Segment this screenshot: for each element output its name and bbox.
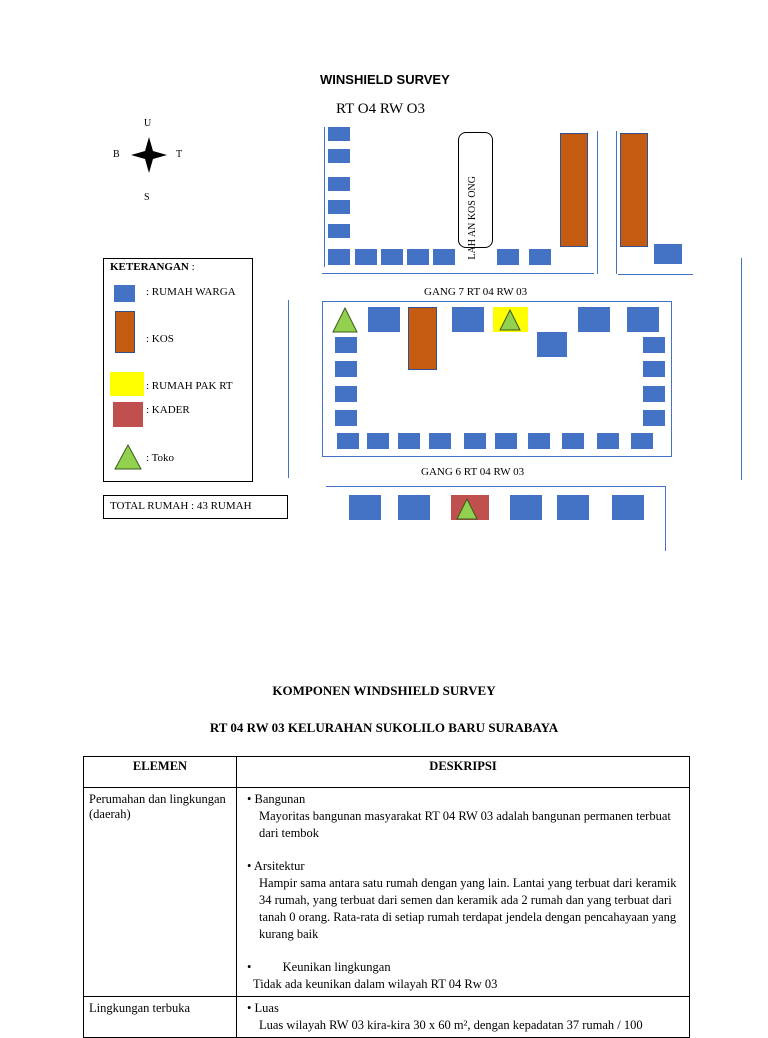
gang6-label: GANG 6 RT 04 RW 03 xyxy=(421,466,525,478)
house-warga xyxy=(528,433,550,449)
house-warga xyxy=(328,249,350,265)
road-line xyxy=(324,127,325,267)
compass-south-label: S xyxy=(144,192,150,203)
house-warga xyxy=(495,433,517,449)
road-line xyxy=(671,301,672,456)
kos-block xyxy=(408,307,437,370)
compass-west-label: B xyxy=(113,149,120,160)
house-warga xyxy=(578,307,610,332)
table-header-row xyxy=(84,757,690,788)
road-line xyxy=(597,131,598,274)
legend-kader: : KADER xyxy=(146,404,190,416)
bullet-title: Arsitektur xyxy=(253,859,305,873)
house-warga xyxy=(328,127,350,141)
house-warga xyxy=(335,361,357,377)
house-warga xyxy=(654,244,682,264)
section-subheading: RT 04 RW 03 KELURAHAN SUKOLILO BARU SURABAYA xyxy=(209,720,559,735)
bullet-text: Luas wilayah RW 03 kira-kira 30 x 60 m², dengan kepadatan 37 rumah / 100 xyxy=(259,1018,643,1032)
house-warga xyxy=(398,495,430,520)
house-warga xyxy=(328,177,350,191)
road-line xyxy=(326,486,666,487)
vacant-lot-label: LAH AN KOS ONG xyxy=(467,176,478,260)
house-warga xyxy=(368,307,400,332)
house-warga xyxy=(631,433,653,449)
house-warga xyxy=(497,249,519,265)
legend-title-suffix: : xyxy=(188,261,195,273)
legend-swatch-kader xyxy=(113,402,143,427)
road-line xyxy=(616,131,617,274)
house-warga xyxy=(349,495,381,520)
road-line xyxy=(322,301,672,302)
toko-icon xyxy=(499,309,521,331)
bullet-title: Keunikan lingkungan xyxy=(282,960,391,974)
house-warga xyxy=(335,410,357,426)
house-warga xyxy=(429,433,451,449)
road-line xyxy=(618,274,693,275)
gang7-label: GANG 7 RT 04 RW 03 xyxy=(424,286,528,298)
legend-swatch-pak-rt xyxy=(110,372,144,396)
house-warga xyxy=(529,249,551,265)
total-rumah: TOTAL RUMAH : 43 RUMAH xyxy=(103,495,288,519)
legend-kos: : KOS xyxy=(146,333,174,345)
legend-title xyxy=(110,261,195,273)
house-warga xyxy=(557,495,589,520)
section-heading: KOMPONEN WINDSHIELD SURVEY xyxy=(272,683,496,698)
house-warga xyxy=(643,361,665,377)
bullet-item: • Bangunan xyxy=(247,792,306,806)
survey-table xyxy=(83,756,690,1038)
road-line xyxy=(322,273,594,274)
map-title: WINSHIELD SURVEY xyxy=(320,72,450,87)
house-warga xyxy=(328,149,350,163)
road-line xyxy=(741,258,742,480)
house-warga xyxy=(407,249,429,265)
house-warga xyxy=(328,224,350,238)
house-warga xyxy=(367,433,389,449)
house-warga xyxy=(355,249,377,265)
house-warga xyxy=(464,433,486,449)
house-warga xyxy=(335,337,357,353)
header-elemen: ELEMEN xyxy=(84,757,237,788)
legend-rumah-warga: : RUMAH WARGA xyxy=(146,286,236,298)
bullet-title: Luas xyxy=(254,1001,279,1015)
bullet-item: • Luas xyxy=(247,1001,279,1015)
house-warga xyxy=(597,433,619,449)
house-warga xyxy=(328,200,350,214)
house-warga xyxy=(452,307,484,332)
compass-north-label: U xyxy=(144,118,152,129)
row2-element: Lingkungan terbuka xyxy=(84,997,237,1038)
compass-icon xyxy=(131,137,167,173)
legend-rumah-pak-rt: : RUMAH PAK RT xyxy=(146,380,233,392)
header-deskripsi: DESKRIPSI xyxy=(237,757,690,788)
toko-icon xyxy=(456,498,478,520)
table-row xyxy=(84,788,690,997)
road-line xyxy=(665,486,666,551)
bullet-text: Mayoritas bangunan masyarakat RT 04 RW 03 adalah bangunan permanen terbuat dari tembok xyxy=(259,809,671,840)
road-line xyxy=(322,456,672,457)
kos-block xyxy=(560,133,588,247)
bullet-text: Tidak ada keunikan dalam wilayah RT 04 Rw 03 xyxy=(253,977,498,991)
road-line xyxy=(322,301,323,456)
kos-block xyxy=(620,133,648,247)
map-subtitle: RT O4 RW O3 xyxy=(336,101,425,117)
house-warga xyxy=(643,410,665,426)
bullet-item: • Arsitektur xyxy=(247,859,305,873)
bullet-text: Hampir sama antara satu rumah dengan yang lain. Lantai yang terbuat dari keramik 34 rumah, yang terbuat dari semen dan keramik ada 2 rumah dan yang terbuat dari tanah 0 orang. Rata-rata di setiap rumah terdapat jendela dengan pencahayaan yang kurang baik xyxy=(259,876,677,941)
house-warga xyxy=(381,249,403,265)
row2-description xyxy=(237,997,690,1038)
legend-swatch-rumah-warga xyxy=(114,285,135,302)
row1-description xyxy=(237,788,690,997)
legend-toko-icon xyxy=(114,444,142,470)
house-warga xyxy=(433,249,455,265)
legend-title-text: KETERANGAN xyxy=(110,261,189,273)
bullet-title: Bangunan xyxy=(254,792,306,806)
house-warga xyxy=(643,386,665,402)
house-warga xyxy=(398,433,420,449)
bullet-item: • Keunikan lingkungan xyxy=(247,960,391,974)
house-warga xyxy=(337,433,359,449)
house-warga xyxy=(335,386,357,402)
house-warga xyxy=(537,332,567,357)
road-line xyxy=(288,300,289,478)
table-row xyxy=(84,997,690,1038)
house-warga xyxy=(627,307,659,332)
house-warga xyxy=(562,433,584,449)
compass-east-label: T xyxy=(176,149,183,160)
house-warga xyxy=(510,495,542,520)
house-warga xyxy=(612,495,644,520)
legend-swatch-kos xyxy=(115,311,135,353)
legend-toko: : Toko xyxy=(146,452,175,464)
toko-icon xyxy=(332,307,358,333)
house-warga xyxy=(643,337,665,353)
row1-element: Perumahan dan lingkungan (daerah) xyxy=(84,788,237,997)
